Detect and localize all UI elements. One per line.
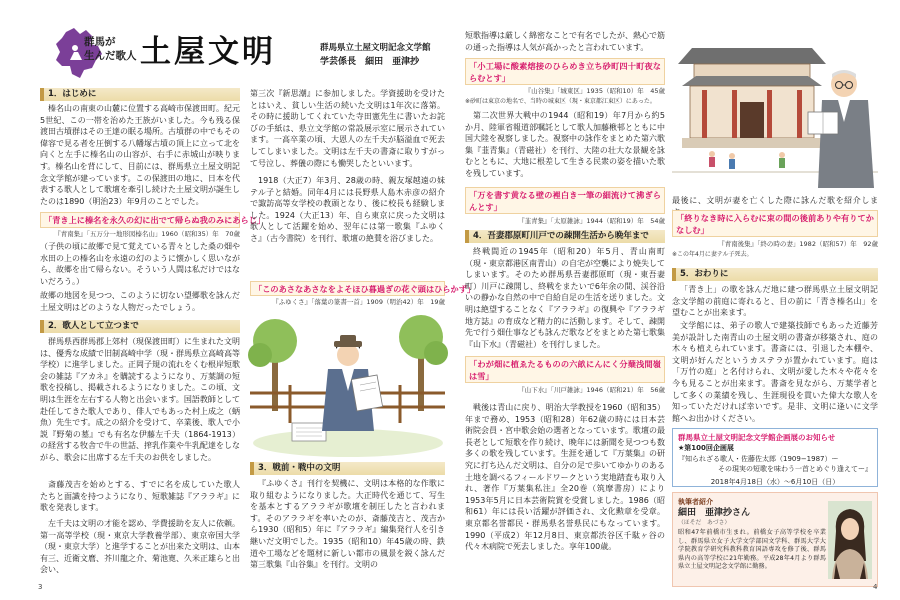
author-name: 細田 亜津抄さん — [678, 508, 751, 518]
notice-exhibit-subtitle: その現実の短歌を味わう一首とめぐり逢えてー』 — [718, 465, 872, 473]
section-4-note: ※この年4月に妻テル子死去。 — [672, 251, 753, 258]
section-4-paragraph-2: 戦後は青山に戻り、明治大学教授を1960（昭和35）年まで務め、1953（昭和28）年62歳の時には日本芸術院会員・宮中歌会始の選者となっています。歌壇の最長老として短歌を作り続け、晩年には新聞を見つつも数多くの歌を残しています。生涯を通して『万葉集』の研究に打ち込んだ文明は、自分の足で歩いてゆかりのある土地を調べるフィールドワークという実地踏査も取り入れ、著作『万葉集私注』全20巻（筑摩書房）により1953年5月に日本芸術院賞を受賞しました。1986（昭和61）年には長い活躍が評価され、文化勲章を受章。東京都名誉都民・群馬県名誉県民にもなっています。1990（平成2）年12月8日、東京都渋谷区千駄ヶ谷の代々木病院で死去しました。享年100歳。 — [465, 403, 665, 552]
article-title: 土屋文明 — [140, 34, 276, 70]
section-2-paragraph-5: 1918（大正7）年3月、28歳の時、親友塚越遠の妹テル子と結婚。同年4月には長野県人島木赤彦の紹介で諏訪高等女学校の教頭となり、後に校長も経験しました。1924（大正13）年、自ら東京に戻った文明は歌人として活躍を始め、翌年には第一歌集『ふゆくさ』（古今書院）を刊行、歌壇の絶賛を浴びました。 — [250, 176, 445, 243]
section-1-heading: 1．はじめに — [40, 88, 240, 101]
section-2-paragraph-1: 群馬県西群馬郡上郊村（現保渡田町）に生まれた文明は、優秀な成績で旧制高崎中学（現・群馬県立高崎高等学校）に進学しました。正岡子規の流れをくむ根岸短歌会の雑誌『アカネ』を購読するようになり、万葉調の短歌を投稿し、掲載されるようになりました。この頃、文明は生涯を左右する人物と出会います。国語教師として赴任してきた歌人であり、俳人でもあった村上成之（蛃魚）先生です。成之の紹介を受けて、卒業後、歌人で小説『野菊の墓』でも有名な伊藤左千夫（1864-1913）の経営する牧舎で牛の世話、搾乳作業や牛乳配達をしながら、歌会に出席する左千夫のお供をしました。 — [40, 337, 240, 462]
section-2-heading: 2．歌人として立つまで — [40, 320, 240, 333]
header-kicker-line1: 群馬が — [84, 36, 116, 48]
page-number-right: 4 — [873, 583, 878, 591]
chinese-gate-building — [678, 48, 826, 148]
section-3-paragraph-2: 短歌指導は厳しく綿密なことで有名でしたが、熱心で筋の通った指導は人気が高かったと言われています。 — [465, 31, 665, 52]
tree-right — [399, 315, 448, 411]
author-bio: 昭和47年前橋市生まれ。前橋女子高等学校を卒業し、群馬県立女子大学文学部国文学科、群馬大学大学院教育学研究科教科教育国語専攻を修了後、群馬県内の高等学校に21年勤務。平成28年4月より群馬県立土屋文明記念文学館に勤務。 — [678, 529, 826, 571]
section-1-translation: （子供の頃に故郷で見て覚えている青々とした桑の畑や水田の上の榛名山を永遠の幻のように懐かしく思いながら、故郷を出て帰らない。そういう人間は私だけではないだろう。） — [40, 242, 240, 286]
section-3-paragraph-3: 第二次世界大戦中の1944（昭和19）年7月から約5か月、陸軍省報道部嘱託として歌人加藤楸邨とともに中国大陸を視察しました。視察中の詠作をまとめた第六歌集『韮青集』（青磁社）を刊行、大陸の壮大な景観を詠むとともに、大地に根差して生きる民衆の姿を描いた歌を残しています。 — [465, 111, 665, 178]
young-poet-illustration — [250, 311, 445, 456]
section-5-heading: 5．おわりに — [672, 268, 878, 281]
section-4-poem-1: 「わが畑に植ゑたるものの六畝にんにく分蘖浅間嶺は雪」 — [465, 356, 665, 383]
section-1-closing: 故郷の地図を見つつ、このように切ない望郷歌を詠んだ土屋文明はどのような人物だったでしょう。 — [40, 291, 240, 312]
header-author-line — [320, 56, 419, 68]
section-1-poem: 「青き上に榛名を永久の幻に出でて帰らぬ我のみにあらじ」 — [40, 212, 240, 228]
section-2-poem: 「このあさなあさなをよそほひ暮過ぎの花ぐ頭はひらかず」 — [250, 281, 445, 296]
section-3-poem-1-source: 『山谷集』「城東区」1935（昭和10）年 45歳 — [524, 87, 665, 95]
author-profile — [672, 492, 878, 587]
section-1-poem-source: 『青南集』「五万分一地形図榛名山」1960（昭和35）年 70歳 — [54, 230, 240, 238]
section-4-paragraph-1: 終戦間近の1945年（昭和20）年5月、青山南町（現・東京都港区南青山）の自宅が空襲により焼失してしまいます。そのため群馬県吾妻郡原町（現・東吾妻町）川戸に疎開し、終戦をまたいで6年余の間、渓谷沿いの静かな自然の中で自給自足の生活を送りました。文明は絶望することなく『アララギ』の復興や『アララギ地方誌』の育成など精力的に活動します。そして、疎開先で行う畑仕事なども詠んだ歌などをまとめた第七歌集『山下水』（青磁社）を刊行しました。 — [465, 247, 665, 349]
section-4-heading: 4．吾妻郡原町川戸での疎開生活から晩年まで — [465, 230, 665, 243]
author-photo — [828, 501, 872, 579]
section-2-poem-source: 『ふゆくさ』「落葉の篆書一首」1909（明治42）年 19歳 — [272, 298, 445, 306]
section-4-poem-2-source: 『青南後集』「終の時の妻」1982（昭和57）年 92歳 — [718, 240, 878, 248]
author-kana: （ほそだ あづさ） — [678, 520, 731, 526]
section-3-poem-2: 「万を書す黄なる壁の裡白き一筆の細流けて沸ぎらんとす」 — [465, 187, 665, 214]
elderly-poet-figure — [808, 70, 874, 188]
notice-label: ★第100回企画展 — [678, 444, 734, 452]
section-1-text: 榛名山の南東の山麓に位置する高崎市保渡田町。紀元5世紀、この一帯を治めた王族がいました。今も残る保渡田古墳群はその王達の眠る場所。古墳群の中でもその偉容で見る者を圧倒する八幡塚古墳の頂上に立って北を向くと左手に榛名山の山容が、右手に赤城山が映ります。榛名山を背にして、目前には、群馬県立土屋文明記念文学館が建っています。この保渡田の地に、日本を代表する歌人として歌壇を牽引し続けた土屋文明が誕生したのは1890（明治23）年9月のことでした。 — [40, 104, 240, 206]
section-2-paragraph-4: 第三次『新思潮』に参加しました。学資援助を受けたとはいえ、貧しい生活の続いた文明は1年次に落第。その時に援助してくれていた寺田憲先生に書いたお詫びの手紙は、県立文学館の常設展示室に展示されています。一高卒業の頃、大恩人の左千夫が脳溢血で死去してしまいました。文明は左千夫の書斎に取りすがって号泣し、葬儀の際にも慟哭したといいます。 — [250, 89, 445, 168]
section-4-poem-1-source: 『山下水』「川戸雑詠」1946（昭和21）年 56歳 — [518, 386, 665, 394]
header-author-role: 学芸係長 — [320, 57, 357, 67]
header-affiliation: 群馬県立土屋文明記念文学館 — [320, 43, 431, 53]
stack-of-papers — [292, 423, 326, 441]
illustration-ground — [253, 429, 443, 457]
section-3-poem-2-source: 『韮青集』「太原雑詠」1944（昭和19）年 54歳 — [518, 217, 665, 225]
notice-exhibit-title: 『知られざる歌人・佐藤佐太郎（1909−1987）ー — [678, 454, 839, 463]
section-3-heading: 3．戦前・戦中の文明 — [250, 462, 445, 475]
section-4-paragraph-3: 最後に、文明が妻を亡くした際に詠んだ歌を紹介しま — [672, 196, 878, 205]
page-number-left: 3 — [38, 583, 43, 591]
section-2-paragraph-3: 左千夫は文明の才能を認め、学費援助を友人に依頼。第一高等学校（現・東京大学教養学部）、東京帝国大学（現・東京大学）と進学することが出来た文明は、山本有三、近衛文麿、芥川龍之介、菊池寛、久米正雄らと出会い、 — [40, 519, 240, 575]
section-5-paragraph-2: 文学館には、弟子の歌人で建築技師でもあった近藤芳美が設計した南青山の土屋文明の書斎が移築され、庭の木々も植えられています。書斎には、引退した本棚や、文明が好んだというカステラが置かれています。庭は「万竹の庭」と名付けられ、文明が愛した木々や花々を今も見ることが出来ます。書斎を見ながら、万葉学者として多くの業績を残し、生涯現役を貫いた偉大な歌人を知っていただければ幸いです。是非、文明に逢いに文学館へお出かけください。 — [672, 321, 878, 423]
notice-dates: 2018年4月18日（水）〜6月10日（日） — [710, 478, 840, 486]
header-author-name: 細田 亜津抄 — [365, 57, 420, 67]
header-kicker-line2: 生んだ歌人 — [84, 50, 137, 62]
section-2-paragraph-2: 斎藤茂吉を始めとする、すでに名を成していた歌人たちと面識を持つようになり、短歌雑誌『アララギ』に歌を発表します。 — [40, 480, 240, 513]
small-visitors — [709, 151, 785, 169]
elderly-poet-illustration — [672, 30, 878, 190]
young-poet-figure — [322, 335, 383, 431]
author-label: 執筆者紹介 — [678, 498, 713, 506]
notice-title: 群馬県立土屋文明記念文学館企画展のお知らせ — [678, 433, 836, 442]
section-5-paragraph-1: 「青き上」の歌を詠んだ地に建つ群馬県立土屋文明記念文学館の前庭に寄れると、目の前に「青き榛名山」を望むことが出来ます。 — [672, 285, 878, 318]
section-3-poem-1: 「小工場に酸素熔接のひらめき立ち砂町四十町夜ならむとす」 — [465, 58, 665, 85]
section-4-poem-2: 「終りなき時に入らむに束の間の後前ありや有りてかなしむ」 — [672, 210, 878, 237]
section-3-note: ※砂町は東京の地名で、当時の城東区（現・東京都江東区）にあった。 — [465, 98, 656, 105]
section-3-paragraph-1: 『ふゆくさ』刊行を契機に、文明は本格的な作歌に取り組むようになりました。大正時代を通じて、写生を基本とするアララギが歌壇を制圧したと言われます。そのアララギを率いたのが、斎藤茂吉と、茂吉から1930（昭和5）年に『アララギ』編集発行人を引き継いだ文明でした。1935（昭和10）年45歳の時、鉄道や工場などを題材に新しい都市の風景を鋭く詠んだ第三歌集『山谷集』を刊行。文明の — [250, 479, 445, 570]
